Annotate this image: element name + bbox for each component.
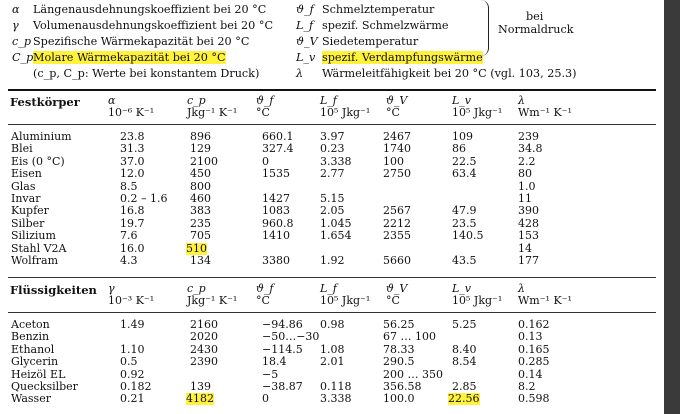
row-label: Wasser bbox=[11, 392, 51, 406]
table-cell: 1.045 bbox=[320, 216, 352, 230]
table-cell: 2.05 bbox=[320, 204, 345, 218]
table-cell: 2.01 bbox=[320, 355, 345, 369]
table-cell: 80 bbox=[518, 167, 532, 181]
table-cell: 239 bbox=[518, 130, 539, 143]
legend-symbol: c_p bbox=[12, 35, 32, 48]
table-cell: 1740 bbox=[383, 142, 411, 156]
table-cell: 0.165 bbox=[518, 342, 550, 356]
row-label: Aluminium bbox=[11, 130, 72, 143]
table-cell: 2390 bbox=[190, 355, 218, 369]
table-cell: 63.4 bbox=[452, 167, 477, 181]
table-cell: −114.5 bbox=[262, 342, 303, 356]
pressure-note-line-2: Normaldruck bbox=[498, 23, 574, 36]
table-cell: 327.4 bbox=[262, 142, 294, 156]
table-cell: 0.13 bbox=[518, 330, 543, 344]
table-cell: 8.5 bbox=[120, 179, 138, 193]
table-cell: 0 bbox=[262, 392, 269, 406]
section-title: Festkörper bbox=[10, 95, 80, 109]
table-cell: 2355 bbox=[383, 229, 411, 243]
column-symbol: ϑ_f bbox=[256, 94, 274, 107]
table-cell: 0.92 bbox=[120, 367, 145, 381]
legend-symbol: L_v bbox=[296, 51, 316, 64]
table-cell: 109 bbox=[452, 130, 473, 143]
column-unit: 10⁵ Jkg⁻¹ bbox=[452, 294, 503, 307]
table-cell: 34.8 bbox=[518, 142, 543, 156]
table-cell: 0.98 bbox=[320, 318, 345, 331]
row-label: Invar bbox=[11, 192, 41, 205]
column-symbol: c_p bbox=[187, 282, 206, 295]
table-cell: 1410 bbox=[262, 229, 290, 243]
pressure-note-line-1: bei bbox=[526, 10, 544, 23]
column-unit: °C bbox=[386, 294, 400, 307]
column-unit: Wm⁻¹ K⁻¹ bbox=[518, 294, 572, 307]
legend-symbol: γ bbox=[12, 19, 19, 32]
row-label: Quecksilber bbox=[11, 380, 78, 393]
table-cell: 428 bbox=[518, 216, 539, 230]
legend-text: Wärmeleitfähigkeit bei 20 °C (vgl. 103, 25.3) bbox=[322, 67, 577, 80]
column-unit: 10⁵ Jkg⁻¹ bbox=[320, 106, 371, 119]
table-cell: 1.92 bbox=[320, 254, 345, 267]
table-cell: 356.58 bbox=[383, 380, 422, 393]
table-cell: 1.10 bbox=[120, 342, 145, 356]
legend-symbol: ϑ_V bbox=[296, 35, 318, 48]
table-cell: 12.0 bbox=[120, 167, 145, 181]
section-divider-rule bbox=[8, 277, 656, 278]
legend-symbol: α bbox=[12, 3, 20, 16]
table-cell: 510 bbox=[186, 241, 207, 255]
row-label: Glycerin bbox=[11, 355, 59, 369]
column-symbol: L_f bbox=[320, 282, 337, 295]
table-cell: 177 bbox=[518, 254, 539, 267]
table-cell: 100.0 bbox=[383, 392, 415, 406]
row-label: Benzin bbox=[11, 330, 50, 344]
table-cell: 2.85 bbox=[452, 380, 477, 393]
legend-text: Volumenausdehnungskoeffizient bei 20 °C bbox=[33, 19, 274, 32]
table-cell: 19.7 bbox=[120, 216, 145, 230]
table-cell: 134 bbox=[190, 254, 211, 267]
viewer-scrollbar-gutter[interactable] bbox=[664, 0, 680, 414]
normal-pressure-bracket bbox=[478, 0, 489, 56]
table-cell: 8.2 bbox=[518, 380, 536, 393]
table-cell: 0.23 bbox=[320, 142, 345, 156]
table-cell: 896 bbox=[190, 130, 211, 143]
table-cell: 390 bbox=[518, 204, 539, 218]
table-cell: 800 bbox=[190, 179, 211, 193]
column-unit: 10⁵ Jkg⁻¹ bbox=[452, 106, 503, 119]
table-cell: 5660 bbox=[383, 254, 411, 267]
table-cell: 11 bbox=[518, 192, 532, 205]
column-symbol: L_f bbox=[320, 94, 337, 107]
table-cell: −38.87 bbox=[262, 380, 303, 393]
legend-text: Molare Wärmekapazität bei 20 °C bbox=[33, 51, 226, 64]
table-cell: 8.54 bbox=[452, 355, 477, 369]
table-cell: 1427 bbox=[262, 192, 290, 205]
column-unit: 10⁵ Jkg⁻¹ bbox=[320, 294, 371, 307]
table-cell: 3.338 bbox=[320, 392, 352, 406]
table-cell: 78.33 bbox=[383, 342, 415, 356]
legend-text: Schmelztemperatur bbox=[322, 3, 435, 16]
table-cell: 67 … 100 bbox=[383, 330, 436, 344]
column-unit: 10⁻⁶ K⁻¹ bbox=[108, 106, 155, 119]
row-label: Kupfer bbox=[11, 204, 49, 218]
table-cell: 290.5 bbox=[383, 355, 415, 369]
section-title: Flüssigkeiten bbox=[10, 283, 97, 297]
legend-text: Längenausdehnungskoeffizient bei 20 °C bbox=[33, 3, 267, 16]
table-cell: 2212 bbox=[383, 216, 411, 230]
row-label: Wolfram bbox=[11, 254, 59, 267]
table-cell: −50…−30 bbox=[262, 330, 320, 344]
legend-symbol: λ bbox=[296, 67, 304, 80]
table-cell: −5 bbox=[262, 367, 279, 381]
column-unit: °C bbox=[256, 106, 270, 119]
liquids-header-rule bbox=[8, 312, 656, 313]
row-label: Silizium bbox=[11, 229, 56, 243]
column-symbol: ϑ_V bbox=[386, 94, 408, 107]
table-cell: 1.08 bbox=[320, 342, 345, 356]
legend-text: spezif. Verdampfungswärme bbox=[322, 51, 483, 64]
table-cell: 18.4 bbox=[262, 355, 287, 369]
table-cell: 22.56 bbox=[448, 392, 480, 406]
table-cell: 235 bbox=[190, 216, 211, 230]
table-cell: 660.1 bbox=[262, 130, 294, 143]
table-cell: 2750 bbox=[383, 167, 411, 181]
table-cell: 2160 bbox=[190, 318, 218, 331]
table-cell: 0.182 bbox=[120, 380, 152, 393]
table-cell: 2020 bbox=[190, 330, 218, 344]
table-cell: 0.162 bbox=[518, 318, 550, 331]
table-cell: 383 bbox=[190, 204, 211, 218]
table-cell: 0.2 – 1.6 bbox=[120, 192, 168, 205]
table-cell: 37.0 bbox=[120, 154, 145, 168]
table-cell: 2567 bbox=[383, 204, 411, 218]
column-symbol: c_p bbox=[187, 94, 206, 107]
table-cell: 8.40 bbox=[452, 342, 477, 356]
table-cell: 0.598 bbox=[518, 392, 550, 406]
table-cell: 140.5 bbox=[452, 229, 484, 243]
legend-text: Spezifische Wärmekapazität bei 20 °C bbox=[33, 35, 250, 48]
legend-symbol: L_f bbox=[296, 19, 314, 32]
column-symbol: α bbox=[108, 94, 116, 107]
legend-text: Siedetemperatur bbox=[322, 35, 419, 48]
row-label: Blei bbox=[11, 142, 33, 156]
table-cell: 43.5 bbox=[452, 254, 477, 267]
table-cell: 4182 bbox=[186, 392, 214, 406]
table-cell: 23.8 bbox=[120, 130, 145, 143]
table-cell: 0 bbox=[262, 154, 269, 168]
table-cell: 5.15 bbox=[320, 192, 345, 205]
table-cell: 153 bbox=[518, 229, 539, 243]
table-cell: 460 bbox=[190, 192, 211, 205]
row-label: Eis (0 °C) bbox=[11, 154, 65, 168]
table-cell: 3.97 bbox=[320, 130, 345, 143]
table-cell: 1.0 bbox=[518, 179, 536, 193]
table-cell: 3380 bbox=[262, 254, 290, 267]
table-cell: 2.2 bbox=[518, 154, 536, 168]
table-cell: 1.654 bbox=[320, 229, 352, 243]
table-cell: 705 bbox=[190, 229, 211, 243]
row-label: Heizöl EL bbox=[11, 367, 66, 381]
table-cell: 0.14 bbox=[518, 367, 543, 381]
table-cell: 47.9 bbox=[452, 204, 477, 218]
column-unit: Wm⁻¹ K⁻¹ bbox=[518, 106, 572, 119]
table-cell: 2430 bbox=[190, 342, 218, 356]
column-symbol: ϑ_V bbox=[386, 282, 408, 295]
table-cell: 1083 bbox=[262, 204, 290, 218]
table-cell: 23.5 bbox=[452, 216, 477, 230]
table-cell: 14 bbox=[518, 241, 532, 255]
table-cell: 0.118 bbox=[320, 380, 352, 393]
table-cell: 0.5 bbox=[120, 355, 138, 369]
column-symbol: L_v bbox=[452, 282, 472, 295]
column-symbol: λ bbox=[518, 282, 525, 295]
legend-text: (c_p, C_p: Werte bei konstantem Druck) bbox=[33, 67, 260, 80]
legend-symbol: ϑ_f bbox=[296, 3, 314, 16]
column-unit: Jkg⁻¹ K⁻¹ bbox=[187, 294, 238, 307]
legend-symbol: C_p bbox=[12, 51, 34, 64]
table-cell: 2100 bbox=[190, 154, 218, 168]
table-cell: 86 bbox=[452, 142, 466, 156]
table-cell: 1.49 bbox=[120, 318, 145, 331]
column-unit: Jkg⁻¹ K⁻¹ bbox=[187, 106, 238, 119]
solids-header-rule bbox=[8, 124, 656, 125]
table-cell: 100 bbox=[383, 154, 404, 168]
row-label: Aceton bbox=[11, 318, 50, 331]
table-cell: 22.5 bbox=[452, 154, 477, 168]
table-top-rule bbox=[8, 89, 656, 91]
table-cell: 129 bbox=[190, 142, 211, 156]
column-symbol: γ bbox=[108, 282, 115, 295]
column-symbol: L_v bbox=[452, 94, 472, 107]
table-cell: 0.21 bbox=[120, 392, 145, 406]
table-cell: 139 bbox=[190, 380, 211, 393]
table-cell: 450 bbox=[190, 167, 211, 181]
table-cell: 31.3 bbox=[120, 142, 145, 156]
row-label: Silber bbox=[11, 216, 45, 230]
table-cell: 16.0 bbox=[120, 241, 145, 255]
table-cell: 16.8 bbox=[120, 204, 145, 218]
column-unit: °C bbox=[386, 106, 400, 119]
table-cell: 2.77 bbox=[320, 167, 345, 181]
column-unit: 10⁻³ K⁻¹ bbox=[108, 294, 155, 307]
table-cell: 4.3 bbox=[120, 254, 138, 267]
table-cell: 5.25 bbox=[452, 318, 477, 331]
table-cell: −94.86 bbox=[262, 318, 303, 331]
column-symbol: ϑ_f bbox=[256, 282, 274, 295]
table-cell: 200 … 350 bbox=[383, 367, 443, 381]
table-cell: 1535 bbox=[262, 167, 290, 181]
table-cell: 960.8 bbox=[262, 216, 294, 230]
row-label: Glas bbox=[11, 179, 36, 193]
column-unit: °C bbox=[256, 294, 270, 307]
table-cell: 3.338 bbox=[320, 154, 352, 168]
column-symbol: λ bbox=[518, 94, 525, 107]
table-cell: 56.25 bbox=[383, 318, 415, 331]
row-label: Ethanol bbox=[11, 342, 55, 356]
row-label: Stahl V2A bbox=[11, 241, 67, 255]
table-cell: 7.6 bbox=[120, 229, 138, 243]
table-cell: 0.285 bbox=[518, 355, 550, 369]
legend-text: spezif. Schmelzwärme bbox=[322, 19, 449, 32]
row-label: Eisen bbox=[11, 167, 42, 181]
table-cell: 2467 bbox=[383, 130, 411, 143]
